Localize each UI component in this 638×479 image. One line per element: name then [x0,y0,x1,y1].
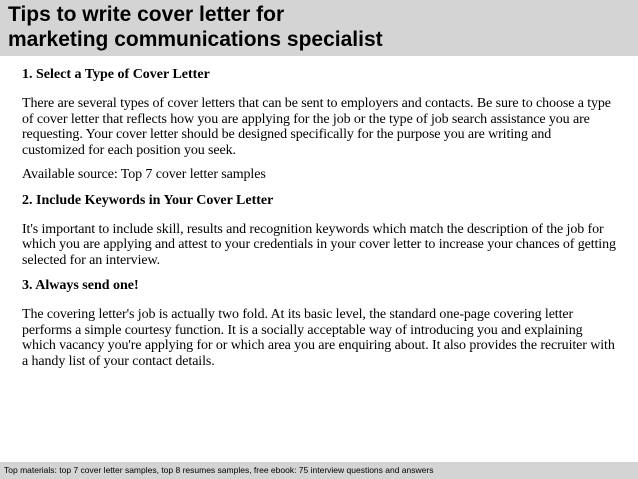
page-title [8,2,383,52]
section-3-body: The covering letter's job is actually two fold. At its basic level, the standard one-page covering letter performs a simple courtesy function. It is a socially acceptable way of introducing you and explaining which vacancy you're applying for or which area you are enquiring about. It also provides the recruiter with a handy list of your contact details. [22,307,615,369]
section-2-body: It's important to include skill, results and recognition keywords which match the description of the job for which you are applying and attest to your credentials in your cover letter to increase your chances of getting selected for an interview. [22,221,616,268]
section-1-body: There are several types of cover letters that can be sent to employers and contacts. Be sure to choose a type of cover letter that reflects how you are applying for the job or the type of job search assistance you are requesting. Your cover letter should be designed specifically for the purpose you are writing and customized for each position you seek. [22,96,611,158]
title-line-2: marketing communications specialist [8,28,383,51]
title-line-1: Tips to write cover letter for [8,3,285,26]
footer-text: Top materials: top 7 cover letter samples, top 8 resumes samples, free ebook: 75 interview questions and answers [4,465,434,475]
footer-bar [0,462,638,479]
title-bar [0,0,638,56]
section-2-heading: 2. Include Keywords in Your Cover Letter [22,192,274,208]
section-1-heading: 1. Select a Type of Cover Letter [22,67,210,82]
section-3-heading: 3. Always send one! [22,278,139,293]
available-source: Available source: Top 7 cover letter samples [22,167,266,182]
content [22,66,617,369]
